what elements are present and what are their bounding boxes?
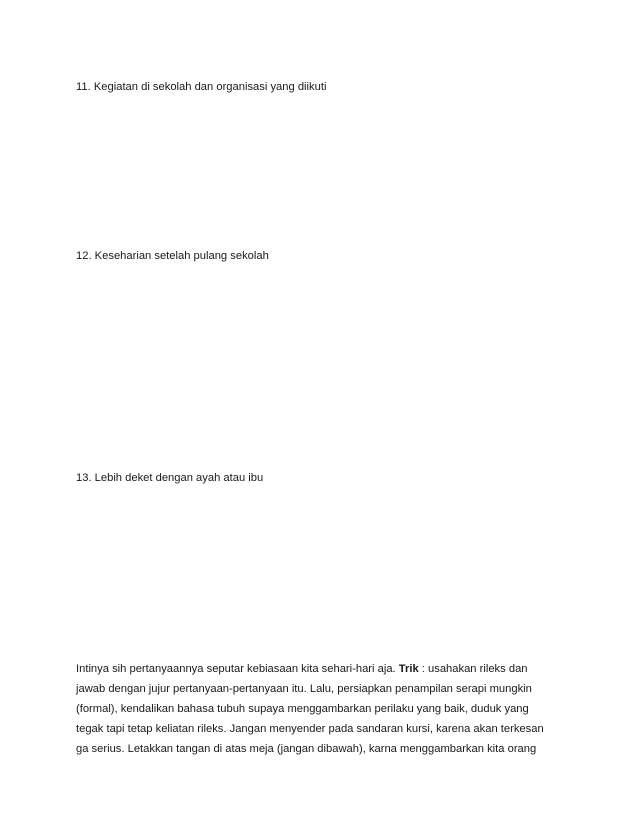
paragraph-line-1 [76,659,556,679]
question-11: 11. Kegiatan di sekolah dan organisasi yang diikuti [76,81,327,93]
advice-paragraph [76,659,556,759]
paragraph-line-4: tegak tapi tetap keliatan rileks. Jangan menyender pada sandaran kursi, karena akan terkesan [76,723,544,735]
paragraph-line-1-start: Intinya sih pertanyaannya seputar kebiasaan kita sehari-hari aja. [76,663,399,675]
trik-label: Trik [398,663,419,675]
paragraph-line-3: (formal), kendalikan bahasa tubuh supaya menggambarkan perilaku yang baik, duduk yang [76,703,529,715]
paragraph-line-1-end: : usahakan rileks dan [418,663,528,675]
paragraph-line-2: jawab dengan jujur pertanyaan-pertanyaan itu. Lalu, persiapkan penampilan serapi mungkin [76,683,532,695]
paragraph-line-5: ga serius. Letakkan tangan di atas meja (jangan dibawah), karna menggambarkan kita orang [76,743,537,755]
question-13: 13. Lebih deket dengan ayah atau ibu [76,472,264,484]
question-12: 12. Keseharian setelah pulang sekolah [76,250,269,262]
